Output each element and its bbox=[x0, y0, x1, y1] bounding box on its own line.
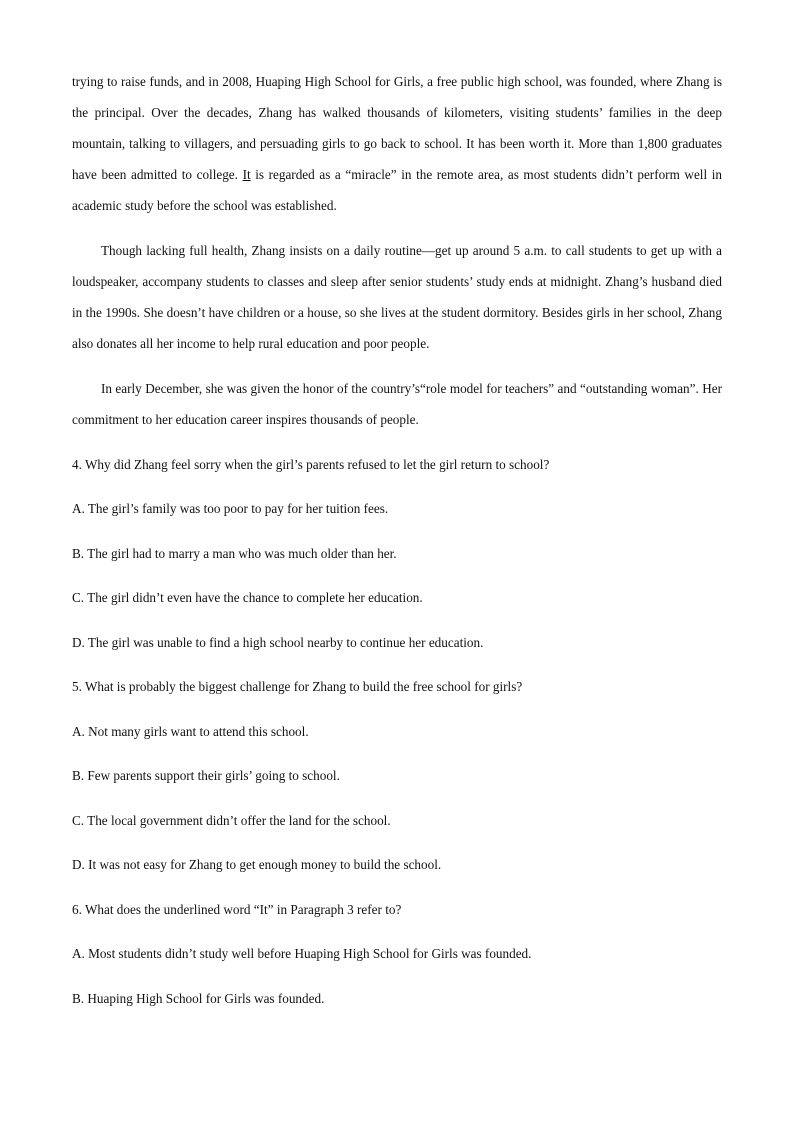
paragraph-1-text-after: is regarded as a “miracle” in the remote area, as most students didn’t perform well in academic study before the school was established. bbox=[72, 167, 722, 213]
passage-paragraph-2: Though lacking full health, Zhang insists on a daily routine—get up around 5 a.m. to call students to get up with a loudspeaker, accompany students to classes and sleep after senior students’ study ends at midnight. Zhang’s husband died in the 1990s. She doesn’t have children or a house, so she lives at the student dormitory. Besides girls in her school, Zhang also donates all her income to help rural education and poor people. bbox=[72, 243, 722, 351]
option-a: A. The girl’s family was too poor to pay for her tuition fees. bbox=[72, 501, 389, 516]
question-5 bbox=[72, 671, 722, 880]
passage-paragraph-1 bbox=[72, 66, 722, 221]
question-stem: 6. What does the underlined word “It” in Paragraph 3 refer to? bbox=[72, 901, 402, 917]
option-b: B. Few parents support their girls’ going to school. bbox=[72, 768, 340, 783]
question-4 bbox=[72, 449, 722, 658]
option-a: A. Not many girls want to attend this school. bbox=[72, 723, 309, 739]
option-b: B. Huaping High School for Girls was founded. bbox=[72, 990, 325, 1006]
option-a: A. Most students didn’t study well before Huaping High School for Girls was founded. bbox=[72, 946, 532, 961]
paragraph-1-text-before: trying to raise funds, and in 2008, Huaping High School for Girls, a free public high school, was founded, where Zhang is the principal. Over the decades, Zhang has walked thousands of kilometers, visiting students’ families in the deep mountain, talking to villagers, and persuading girls to go back to school. It has been worth it. More than 1,800 graduates have been admitted to college. bbox=[72, 74, 722, 182]
question-stem: 4. Why did Zhang feel sorry when the girl’s parents refused to let the girl return to school? bbox=[72, 456, 550, 472]
question-stem: 5. What is probably the biggest challenge for Zhang to build the free school for girls? bbox=[72, 679, 523, 694]
option-b: B. The girl had to marry a man who was much older than her. bbox=[72, 545, 397, 561]
underlined-word-it: It bbox=[242, 167, 251, 182]
option-c: C. The local government didn’t offer the land for the school. bbox=[72, 812, 391, 828]
passage-paragraph-3: In early December, she was given the honor of the country’s“role model for teachers” and “outstanding woman”. Her commitment to her education career inspires thousands of people. bbox=[72, 381, 722, 427]
question-6 bbox=[72, 894, 722, 1014]
option-c: C. The girl didn’t even have the chance to complete her education. bbox=[72, 590, 423, 605]
option-d: D. It was not easy for Zhang to get enough money to build the school. bbox=[72, 857, 442, 872]
option-d: D. The girl was unable to find a high school nearby to continue her education. bbox=[72, 634, 484, 650]
